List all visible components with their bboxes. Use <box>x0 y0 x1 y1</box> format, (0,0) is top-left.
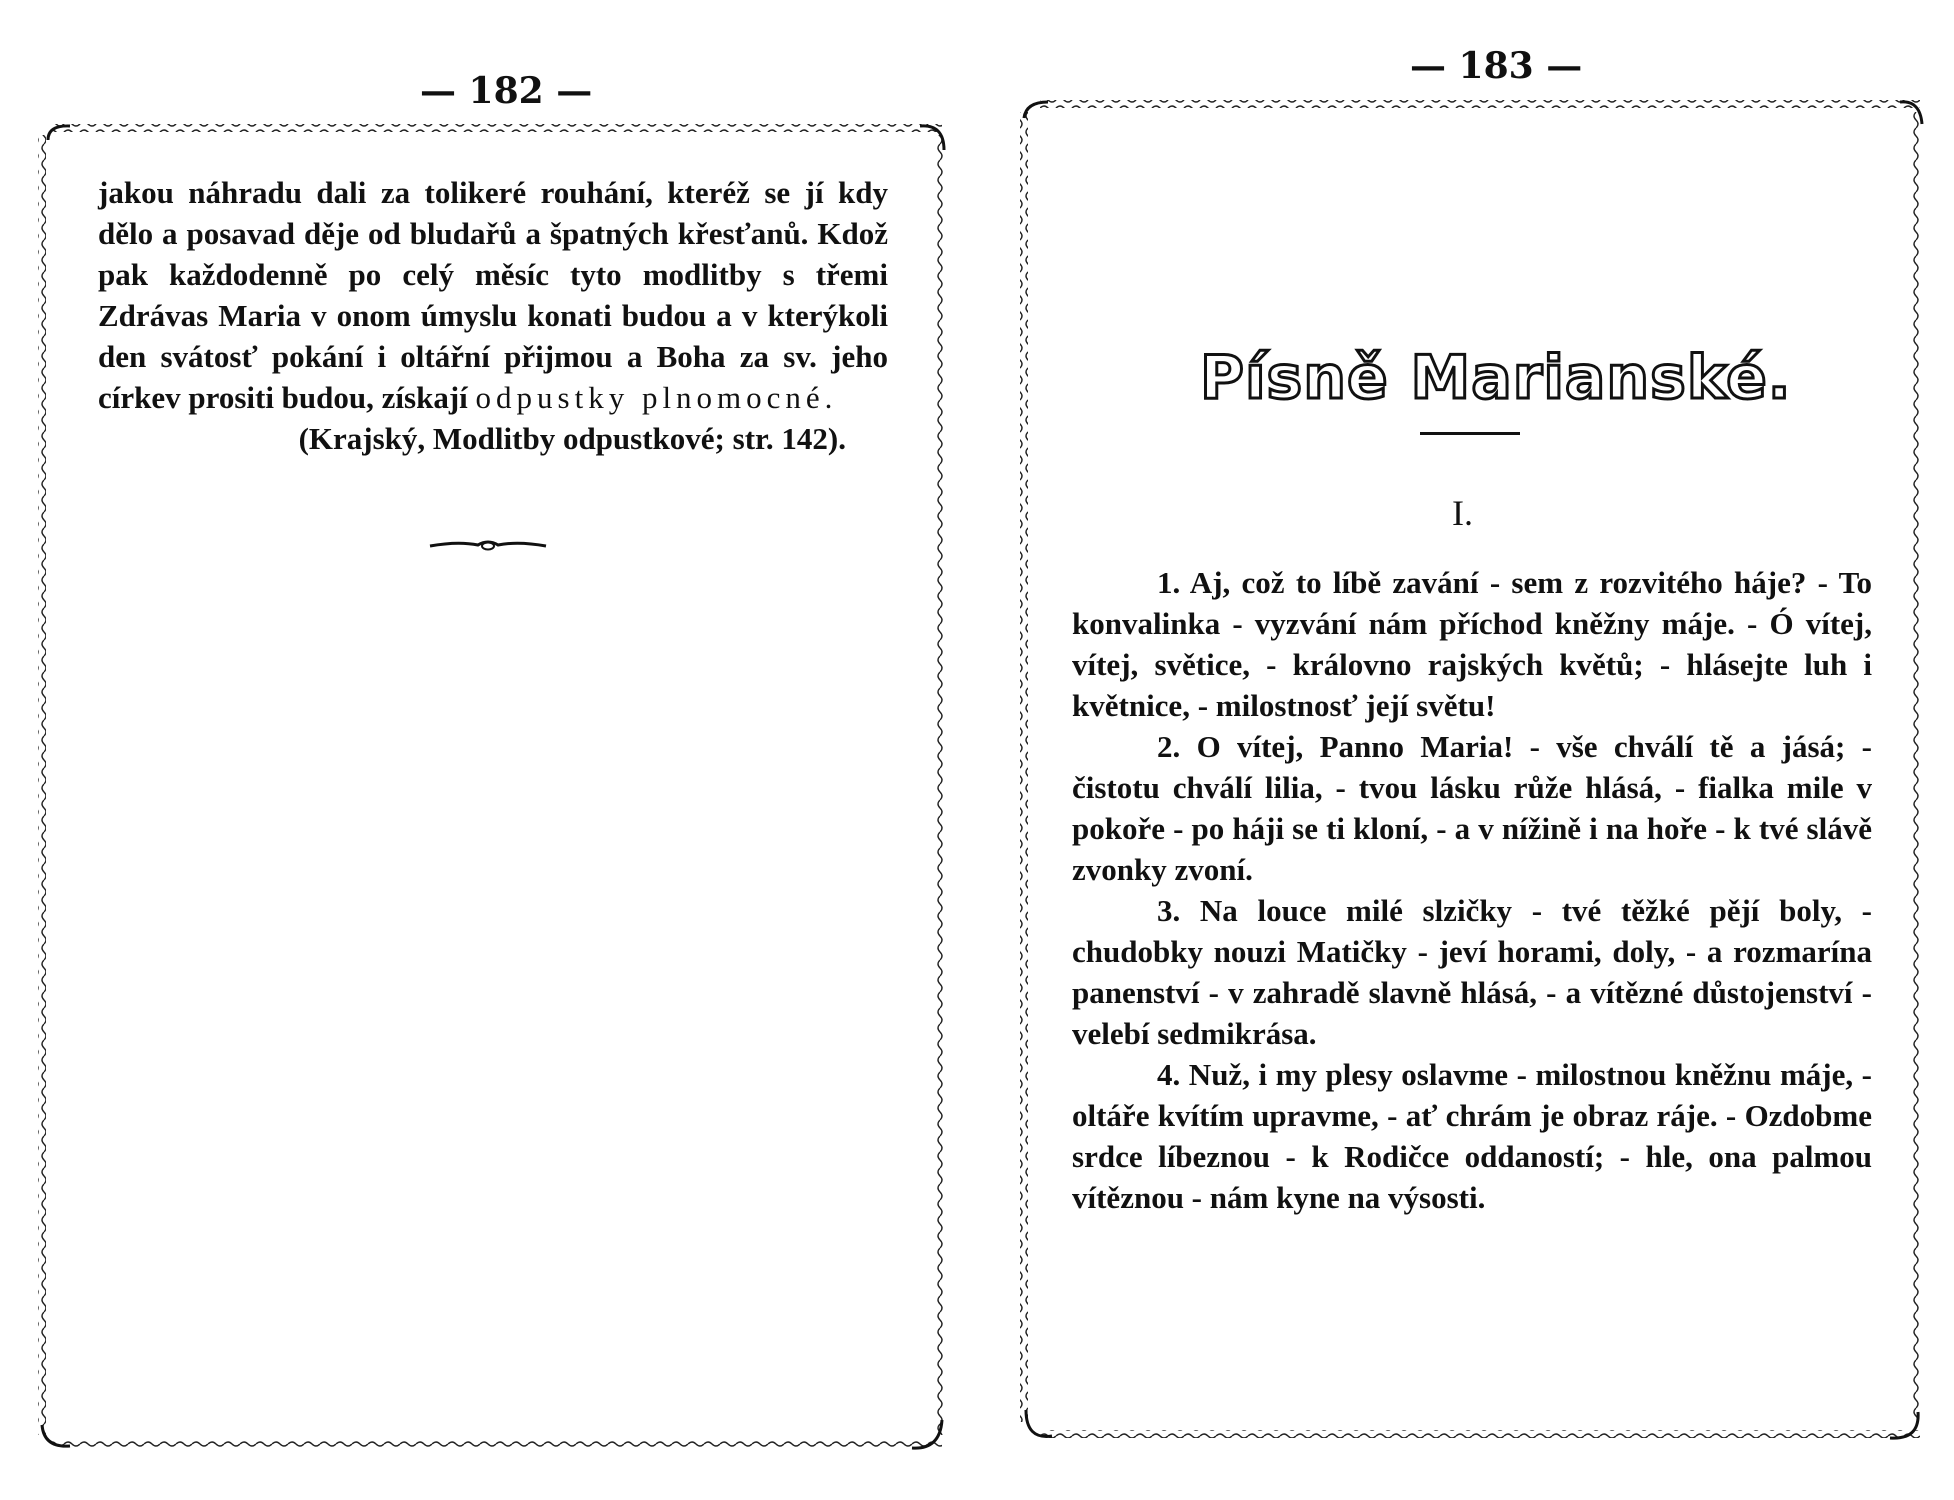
song-collection-title: Písně Marianské. <box>1200 343 1792 413</box>
page-number-right: — 183 — <box>1410 45 1583 87</box>
source-citation: (Krajský, Modlitby odpustkové; str. 142). <box>298 421 846 456</box>
indulgence-emphasis: odpustky plnomocné. <box>475 380 838 415</box>
stanza-2: 2. O vítej, Panno Maria! - vše chválí tě a jásá; - čistotu chválí lilia, - tvou lásku růže hlásá, - fialka mile v pokoře - po háji se ti kloní, - a v nížině i na hoře - k tvé slávě zvonky zvoní. <box>1072 729 1872 887</box>
title-rule <box>1420 432 1520 435</box>
page-number-left: — 182 — <box>420 70 593 112</box>
stanza-4: 4. Nuž, i my plesy oslavme - milostnou kněžnu máje, - oltáře kvítím upravme, - ať chrám je obraz ráje. - Ozdobme srdce líbeznou - k Rodičce oddaností; - hle, ona palmou vítěznou - nám kyne na výsosti. <box>1072 1057 1872 1215</box>
stanza-3: 3. Na louce milé slzičky - tvé těžké pějí boly, - chudobky nouzi Matičky - jeví horami, doly, - a rozmarína panenství - v zahradě slavně hlásá, - a vítězné důstojenství - velebí sedmikrása. <box>1072 893 1872 1051</box>
left-page-text <box>98 172 888 459</box>
song-verses <box>1072 562 1872 1218</box>
left-paragraph-body: jakou náhradu dali za tolikeré rouhání, kteréž se jí kdy dělo a posavad děje od bludařů a špatných křesťanů. Kdož pak každodenně po celý měsíc tyto modlitby s třemi Zdrávas Maria v onom úmyslu konati budou a v kterýkoli den svátosť pokání i oltářní přijmou a Boha za sv. jeho církev prositi budou, získají <box>98 175 888 415</box>
stanza-1: 1. Aj, což to líbě zavání - sem z rozvitého háje? - To konvalinka - vyzvání nám příchod kněžny máje. - Ó vítej, vítej, světice, - královno rajských květů; - hlásejte luh i květnice, - milostnosť její světu! <box>1072 565 1872 723</box>
ornament-divider-icon <box>428 537 548 553</box>
section-number: I. <box>1452 493 1473 533</box>
left-paragraph <box>98 172 888 459</box>
